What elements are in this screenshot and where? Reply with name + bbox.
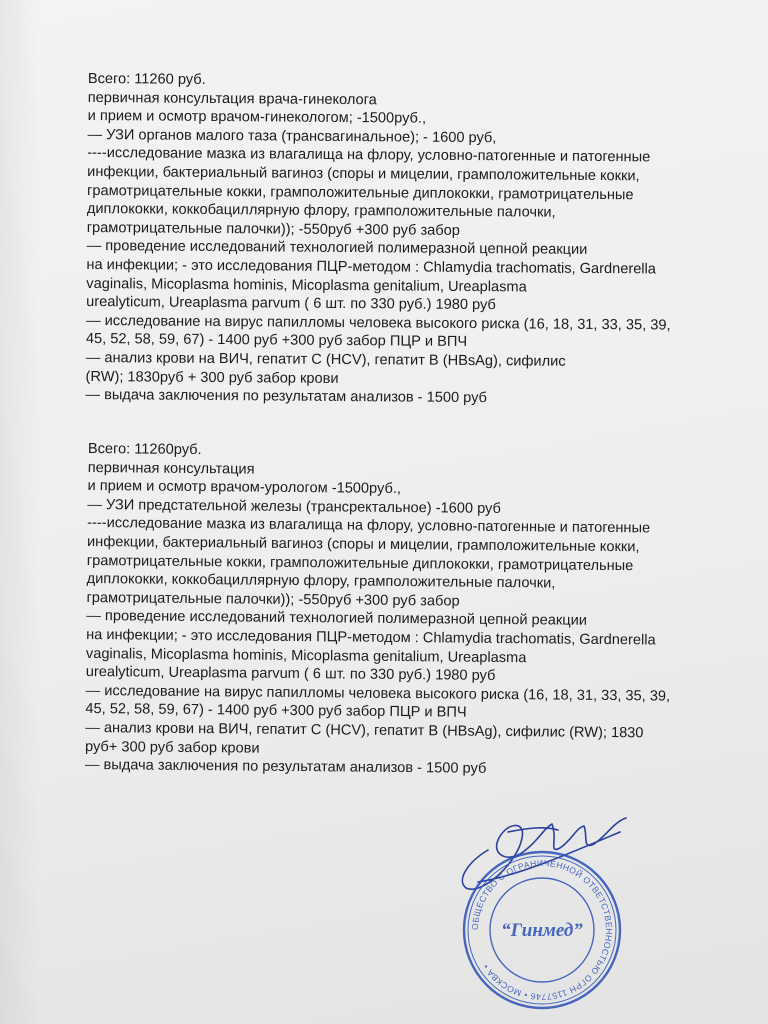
document-line: Всего: 11260руб. (87, 440, 202, 459)
document-line: Всего: 11260 руб. (87, 70, 206, 88)
price-list-gynecology (85, 70, 728, 410)
document-line: ----исследование мазка из влагалища на флору, условно-патогенные и патогенные (87, 145, 651, 166)
document-line: 45, 52, 58, 59, 67) - 1400 руб +300 руб забор ПЦР и ВПЧ (85, 701, 467, 721)
document-line: первичная консультация врача-гинеколога (87, 89, 377, 108)
document-line: — проведение исследований технологией полимеразной цепной реакции (86, 608, 588, 630)
document-line: руб+ 300 руб забор крови (84, 738, 260, 757)
company-stamp-icon (458, 846, 626, 1014)
document-line: vaginalis, Micoplasma hominis, Micoplasma genitalium, Ureaplasma (85, 645, 527, 666)
document-line: — анализ крови на ВИЧ, гепатит С (HCV), гепатит В (HBsAg), сифилис (RW); 1830 (85, 719, 644, 742)
document-line: на инфекции; - это исследования ПЦР-методом : Chlamydia trachomatis, Gardnerella (86, 626, 656, 649)
document-line: ----исследование мазка из влагалища на флору, условно-патогенные и патогенные (87, 515, 651, 537)
document-line: — анализ крови на ВИЧ, гепатит С (HCV), гепатит В (HBsAg), сифилис (85, 349, 566, 370)
document-line: — выдача заключения по результатам анализов - 1500 руб (84, 757, 487, 777)
document-line: диплококки, коккобациллярную флору, грамположительные палочки, (86, 571, 556, 592)
document-line: и прием и осмотр врачом-урологом -1500руб., (87, 478, 402, 498)
price-list-urology (85, 440, 728, 781)
document-line: первичная консультация (87, 459, 255, 478)
document-line: — исследование на вирус папилломы человека высокого риска (16, 18, 31, 33, 35, 39, (85, 312, 671, 334)
document-line: vaginalis, Micoplasma hominis, Micoplasma genitalium, Ureaplasma (86, 275, 527, 295)
document-line: грамотрицательные кокки, грамположительные диплококки, грамотрицательные (86, 552, 634, 574)
document-line: грамотрицательные палочки)); -550руб +300 руб забор (86, 589, 460, 610)
document-line: (RW); 1830руб + 300 руб забор крови (85, 368, 339, 387)
document-line: диплококки, коккобациллярную флору, грамположительные палочки, (86, 201, 556, 221)
document-line: на инфекции; - это исследования ПЦР-методом : Chlamydia trachomatis, Gardnerella (86, 256, 657, 278)
stamp-center-text: “Гинмед” (501, 920, 583, 941)
document-line: грамотрицательные палочки)); -550руб +300 руб забор (86, 219, 460, 239)
document-line: — УЗИ предстательной железы (трансректальное) -1600 руб (87, 496, 501, 517)
document-line: и прием и осмотр врачом-гинекологом; -1500руб., (87, 108, 427, 127)
document-line: инфекции, бактериальный вагиноз (споры и мицелии, грамположительные кокки, (86, 533, 640, 556)
document-line: грамотрицательные кокки, грамположительные диплококки, грамотрицательные (86, 182, 634, 203)
document-line: 45, 52, 58, 59, 67) - 1400 руб +300 руб забор ПЦР и ВПЧ (85, 331, 468, 351)
document-line: — УЗИ органов малого таза (трансвагинальное); - 1600 руб, (87, 126, 497, 146)
document-line: urealyticum, Ureaplasma parvum ( 6 шт. по 330 руб.) 1980 руб (86, 294, 496, 314)
document-line: urealyticum, Ureaplasma parvum ( 6 шт. по 330 руб.) 1980 руб (85, 664, 496, 685)
document-line: — выдача заключения по результатам анализов - 1500 руб (85, 387, 487, 407)
document-line: инфекции, бактериальный вагиноз (споры и мицелии, грамположительные кокки, (87, 163, 640, 185)
document-line: — исследование на вирус папилломы человека высокого риска (16, 18, 31, 33, 35, 39, (85, 682, 671, 705)
stamp-ring-text: ОБЩЕСТВО С ОГРАНИЧЕННОЙ ОТВЕТСТВЕННОСТЬЮ ОГРН 1157746 • МОСКВА • (469, 857, 615, 1003)
document-line: — проведение исследований технологией полимеразной цепной реакции (86, 238, 588, 259)
page-shadow (0, 0, 40, 1024)
